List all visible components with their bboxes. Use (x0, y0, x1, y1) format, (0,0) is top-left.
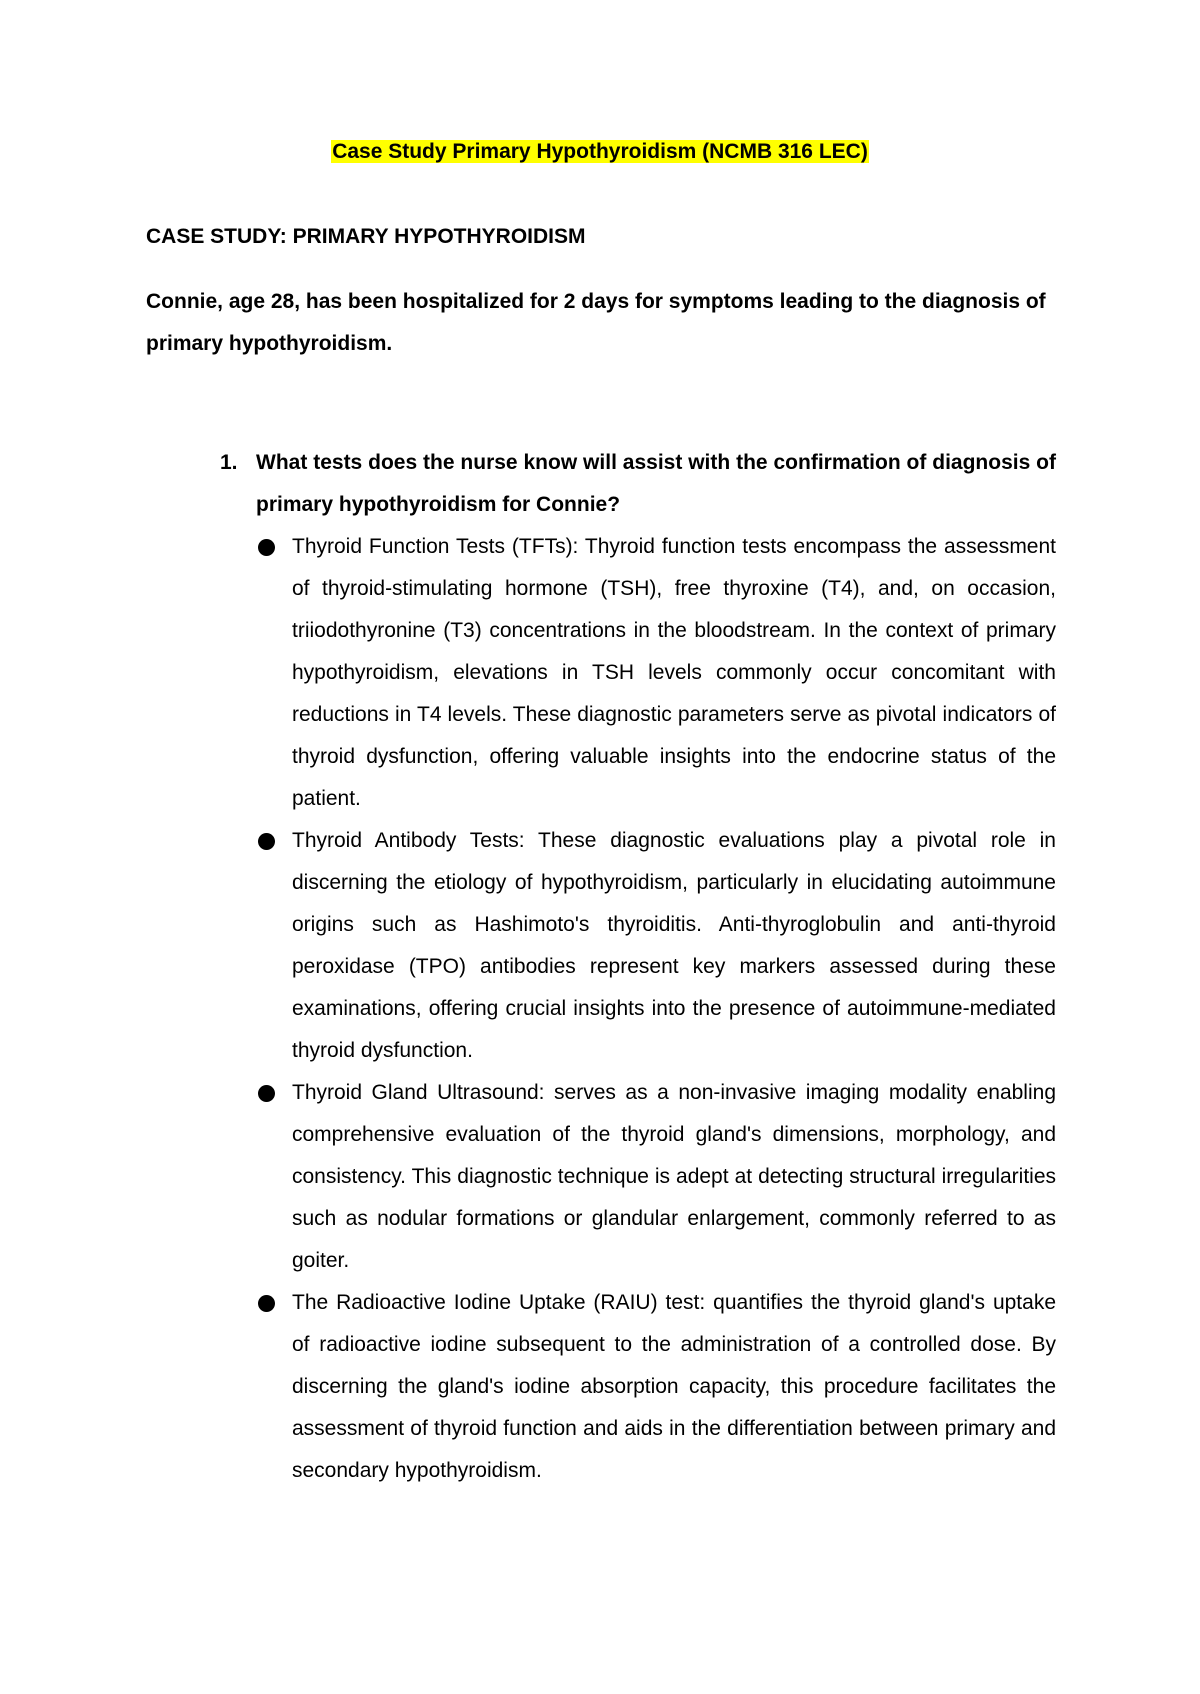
question-text: What tests does the nurse know will assist with the confirmation of diagnosis of primary hypothyroidism for Connie? (256, 451, 1056, 516)
answer-bullet-item (256, 820, 1056, 1072)
question-number: 1. (220, 451, 238, 474)
answer-text: The Radioactive Iodine Uptake (RAIU) test: quantifies the thyroid gland's uptake of radioactive iodine subsequent to the administration of a controlled dose. By discerning the gland's iodine absorption capacity, this procedure facilitates the assessment of thyroid function and aids in the differentiation between primary and secondary hypothyroidism. (292, 1291, 1056, 1482)
answer-bullet-item (256, 526, 1056, 820)
case-study-heading: CASE STUDY: PRIMARY HYPOTHYROIDISM (146, 225, 586, 248)
bullet-icon (258, 1295, 275, 1312)
bullet-icon (258, 539, 275, 556)
bullet-icon (258, 1085, 275, 1102)
bullet-icon (258, 833, 275, 850)
answer-text: Thyroid Function Tests (TFTs): Thyroid function tests encompass the assessment of thyroid-stimulating hormone (TSH), free thyroxine (T4), and, on occasion, triiodothyronine (T3) concentrations in the bloodstream. In the context of primary hypothyroidism, elevations in TSH levels commonly occur concomitant with reductions in T4 levels. These diagnostic parameters serve as pivotal indicators of thyroid dysfunction, offering valuable insights into the endocrine status of the patient. (292, 535, 1056, 810)
answer-text: Thyroid Gland Ultrasound: serves as a non-invasive imaging modality enabling comprehensive evaluation of the thyroid gland's dimensions, morphology, and consistency. This diagnostic technique is adept at detecting structural irregularities such as nodular formations or glandular enlargement, commonly referred to as goiter. (292, 1081, 1056, 1272)
document-title-text: Case Study Primary Hypothyroidism (NCMB 316 LEC) (332, 140, 868, 163)
answer-bullet-item (256, 1282, 1056, 1492)
answer-text: Thyroid Antibody Tests: These diagnostic evaluations play a pivotal role in discerning the etiology of hypothyroidism, particularly in elucidating autoimmune origins such as Hashimoto's thyroiditis. Anti-thyroglobulin and anti-thyroid peroxidase (TPO) antibodies represent key markers assessed during these examinations, offering crucial insights into the presence of autoimmune-mediated thyroid dysfunction. (292, 829, 1056, 1062)
case-intro-paragraph: Connie, age 28, has been hospitalized for 2 days for symptoms leading to the diagnosis of primary hypothyroidism. (146, 290, 1046, 355)
document-title (0, 137, 1200, 167)
answer-bullet-item (256, 1072, 1056, 1282)
answer-bullet-list (256, 526, 1056, 1492)
